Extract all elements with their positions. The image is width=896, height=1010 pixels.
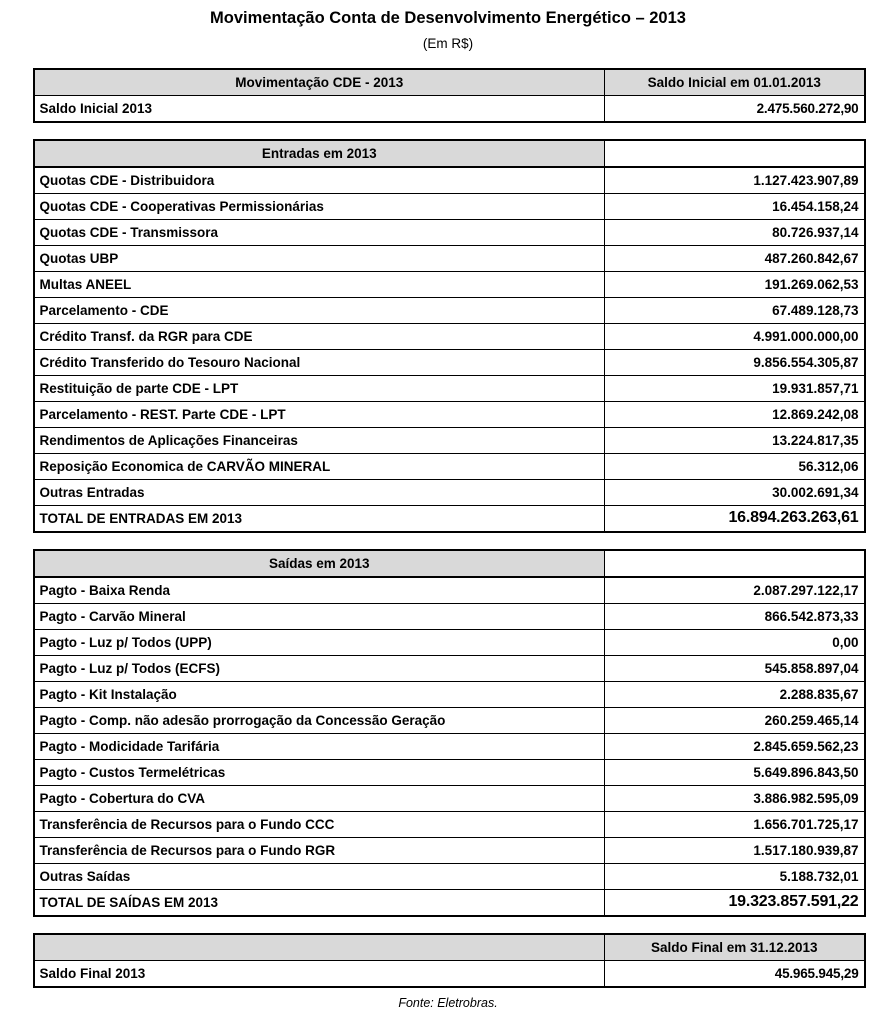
saidas-total-label: TOTAL DE SAÍDAS EM 2013: [34, 889, 605, 916]
entradas-total-row: [34, 505, 865, 532]
table-row: [34, 349, 865, 375]
entradas-row-value: 56.312,06: [605, 453, 865, 479]
table-row: [34, 785, 865, 811]
entradas-row-label: Crédito Transferido do Tesouro Nacional: [34, 349, 605, 375]
entradas-row-value: 16.454.158,24: [605, 193, 865, 219]
opening-row-label: Saldo Inicial 2013: [34, 95, 605, 122]
entradas-row-label: Outras Entradas: [34, 479, 605, 505]
saidas-section-header-row: [34, 550, 865, 577]
saidas-row-value: 260.259.465,14: [605, 707, 865, 733]
saidas-row-label: Outras Saídas: [34, 863, 605, 889]
entradas-row-value: 487.260.842,67: [605, 245, 865, 271]
saidas-section-blank: [605, 550, 865, 577]
saidas-row-label: Pagto - Comp. não adesão prorrogação da Concessão Geração: [34, 707, 605, 733]
closing-row-label: Saldo Final 2013: [34, 960, 605, 987]
entradas-table: [33, 139, 866, 533]
entradas-block: [33, 139, 864, 533]
table-row: [34, 629, 865, 655]
saidas-row-value: 3.886.982.595,09: [605, 785, 865, 811]
opening-balance-block: [33, 68, 864, 123]
entradas-row-label: Restituição de parte CDE - LPT: [34, 375, 605, 401]
saidas-row-value: 5.188.732,01: [605, 863, 865, 889]
saidas-row-value: 2.288.835,67: [605, 681, 865, 707]
opening-header-label: Movimentação CDE - 2013: [34, 69, 605, 96]
opening-header-value: Saldo Inicial em 01.01.2013: [605, 69, 865, 96]
saidas-row-label: Pagto - Baixa Renda: [34, 577, 605, 604]
opening-row-value: 2.475.560.272,90: [605, 95, 865, 122]
table-row: [34, 219, 865, 245]
source-footnote: Fonte: Eletrobras.: [398, 995, 498, 1010]
entradas-row-label: Quotas CDE - Distribuidora: [34, 167, 605, 194]
entradas-total-label: TOTAL DE ENTRADAS EM 2013: [34, 505, 605, 532]
saidas-row-value: 5.649.896.843,50: [605, 759, 865, 785]
table-row: [34, 271, 865, 297]
saidas-total-row: [34, 889, 865, 916]
entradas-row-label: Quotas UBP: [34, 245, 605, 271]
table-row: [34, 453, 865, 479]
saidas-row-label: Pagto - Modicidade Tarifária: [34, 733, 605, 759]
saidas-row-label: Pagto - Luz p/ Todos (ECFS): [34, 655, 605, 681]
table-row: [34, 297, 865, 323]
entradas-row-value: 9.856.554.305,87: [605, 349, 865, 375]
block-spacer: [0, 917, 896, 933]
entradas-row-value: 67.489.128,73: [605, 297, 865, 323]
table-header-row: [34, 69, 865, 96]
table-row: [34, 811, 865, 837]
closing-header-value: Saldo Final em 31.12.2013: [605, 934, 865, 961]
table-row: [34, 863, 865, 889]
entradas-row-value: 4.991.000.000,00: [605, 323, 865, 349]
table-row: [34, 837, 865, 863]
table-row: [34, 167, 865, 194]
table-row: [34, 323, 865, 349]
table-row: [34, 95, 865, 122]
saidas-row-value: 1.517.180.939,87: [605, 837, 865, 863]
saidas-row-label: Pagto - Custos Termelétricas: [34, 759, 605, 785]
saidas-row-label: Pagto - Luz p/ Todos (UPP): [34, 629, 605, 655]
saidas-section-title: Saídas em 2013: [34, 550, 605, 577]
saidas-row-value: 866.542.873,33: [605, 603, 865, 629]
entradas-section-title: Entradas em 2013: [34, 140, 605, 167]
saidas-row-label: Transferência de Recursos para o Fundo CCC: [34, 811, 605, 837]
table-row: [34, 603, 865, 629]
table-row: [34, 479, 865, 505]
entradas-row-label: Rendimentos de Aplicações Financeiras: [34, 427, 605, 453]
closing-balance-block: [33, 933, 864, 988]
entradas-row-label: Quotas CDE - Transmissora: [34, 219, 605, 245]
saidas-row-value: 0,00: [605, 629, 865, 655]
entradas-row-label: Parcelamento - CDE: [34, 297, 605, 323]
page-title: Movimentação Conta de Desenvolvimento Energético – 2013: [210, 9, 686, 27]
page-subtitle: (Em R$): [422, 35, 474, 51]
entradas-row-value: 80.726.937,14: [605, 219, 865, 245]
entradas-row-value: 30.002.691,34: [605, 479, 865, 505]
table-row: [34, 401, 865, 427]
table-header-row: [34, 934, 865, 961]
table-row: [34, 655, 865, 681]
opening-balance-table: [33, 68, 866, 123]
closing-balance-table: [33, 933, 866, 988]
block-spacer: [0, 533, 896, 549]
table-row: [34, 193, 865, 219]
saidas-total-value: 19.323.857.591,22: [605, 889, 865, 916]
entradas-row-value: 12.869.242,08: [605, 401, 865, 427]
entradas-section-header-row: [34, 140, 865, 167]
entradas-section-blank: [605, 140, 865, 167]
saidas-row-label: Transferência de Recursos para o Fundo RGR: [34, 837, 605, 863]
entradas-row-label: Reposição Economica de CARVÃO MINERAL: [34, 453, 605, 479]
table-row: [34, 707, 865, 733]
entradas-row-label: Parcelamento - REST. Parte CDE - LPT: [34, 401, 605, 427]
block-spacer: [0, 123, 896, 139]
saidas-row-value: 2.845.659.562,23: [605, 733, 865, 759]
saidas-row-value: 1.656.701.725,17: [605, 811, 865, 837]
entradas-row-label: Quotas CDE - Cooperativas Permissionárias: [34, 193, 605, 219]
table-row: [34, 375, 865, 401]
entradas-row-value: 13.224.817,35: [605, 427, 865, 453]
table-row: [34, 733, 865, 759]
table-row: [34, 427, 865, 453]
entradas-row-label: Multas ANEEL: [34, 271, 605, 297]
table-row: [34, 681, 865, 707]
saidas-row-label: Pagto - Kit Instalação: [34, 681, 605, 707]
entradas-row-value: 191.269.062,53: [605, 271, 865, 297]
table-row: [34, 245, 865, 271]
table-row: [34, 577, 865, 604]
table-row: [34, 960, 865, 987]
saidas-row-label: Pagto - Cobertura do CVA: [34, 785, 605, 811]
saidas-row-value: 2.087.297.122,17: [605, 577, 865, 604]
entradas-row-value: 1.127.423.907,89: [605, 167, 865, 194]
closing-header-label: [34, 934, 605, 961]
saidas-block: [33, 549, 864, 917]
entradas-row-value: 19.931.857,71: [605, 375, 865, 401]
table-row: [34, 759, 865, 785]
saidas-table: [33, 549, 866, 917]
entradas-total-value: 16.894.263.263,61: [605, 505, 865, 532]
closing-row-value: 45.965.945,29: [605, 960, 865, 987]
saidas-row-label: Pagto - Carvão Mineral: [34, 603, 605, 629]
saidas-row-value: 545.858.897,04: [605, 655, 865, 681]
entradas-row-label: Crédito Transf. da RGR para CDE: [34, 323, 605, 349]
